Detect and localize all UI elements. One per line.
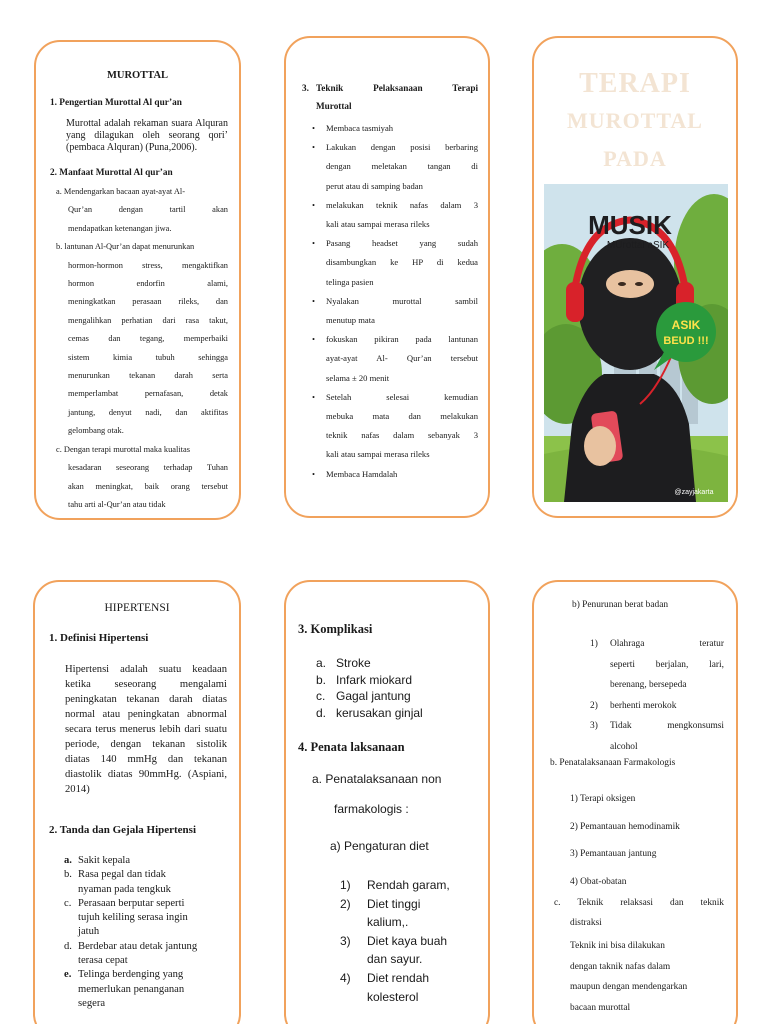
- manfaat-b-line: meningkatkan perasaan rileks, dan: [68, 297, 228, 307]
- teknik-bullet-item: [312, 330, 478, 388]
- teknik-bullet-line: melakukan teknik nafas dalam 3: [326, 199, 478, 210]
- gejala-list: [64, 854, 234, 1011]
- diet-item: [340, 932, 480, 969]
- panel-lanjutan: [532, 580, 738, 1024]
- gejala-label: b.: [64, 869, 72, 881]
- teknik-title-num: 3.: [302, 83, 309, 93]
- penurunan-bb-label: 1): [590, 639, 598, 649]
- farmakologis-item: 4) Obat-obatan: [570, 877, 627, 888]
- murottal-heading: MUROTTAL: [106, 70, 169, 81]
- hipertensi-s1-body: Hipertensi adalah suatu keadaan ketika seseorang mengalami peningkatan tekanan darah diatas normal atau peningkatan abnormal secara terus menerus lebih dari suatu periode, dengan tekanan sistolik diatas 140 mmHg dan tekanan diastolik diatas 90mmHg. (Aspiani, 2014): [65, 664, 227, 795]
- diet-label: 3): [340, 933, 351, 948]
- murottal-s2-title: 2. Manfaat Murottal Al qur’an: [50, 168, 173, 178]
- relaksasi-line: dengan taknik nafas dalam: [570, 961, 671, 972]
- penatalaksanaan-title: 4. Penata laksanaan: [298, 740, 405, 754]
- gejala-line: segera: [78, 997, 106, 1009]
- manfaat-b-line: mengalihkan perhatian dari rasa takut,: [68, 315, 228, 325]
- hipertensi-s1-title: 1. Definisi Hipertensi: [49, 632, 149, 644]
- panel-teknik: [284, 36, 490, 518]
- komplikasi-label: b.: [316, 672, 327, 687]
- gejala-label: e.: [64, 969, 72, 981]
- teknik-bullet-item: [312, 138, 478, 196]
- teknik-bullet-line: Pasang headset yang sudah: [326, 238, 478, 249]
- farmakologis-title: b. Penatalaksanaan Farmakologis: [550, 758, 676, 768]
- teknik-title-line2: Murottal: [316, 101, 352, 111]
- diet-item: [340, 895, 480, 932]
- gejala-item: [64, 940, 234, 969]
- gejala-label: a.: [64, 855, 72, 866]
- hipertensi-s2-title: 2. Tanda dan Gejala Hipertensi: [49, 824, 197, 836]
- bullet-dot-icon: •: [312, 295, 316, 306]
- penurunan-bb-title: b) Penurunan berat badan: [572, 600, 669, 610]
- teknik-bullet-line: Setelah selesai kemudian: [326, 391, 478, 402]
- bullet-dot-icon: •: [312, 391, 316, 402]
- gejala-line: nyaman pada tengkuk: [78, 883, 171, 895]
- teknik-bullet-line: ayat-ayat Al- Qur’an tersebut: [326, 353, 478, 364]
- manfaat-c-line: akan meningkat, baik orang tersebut: [68, 481, 228, 491]
- teknik-bullet-line: Membaca Hamdalah: [326, 468, 398, 479]
- manfaat-b-line: gelombang otak.: [68, 426, 124, 436]
- farmakologis-item: 1) Terapi oksigen: [570, 794, 636, 804]
- bullet-dot-icon: •: [312, 199, 316, 210]
- gejala-line: Berdebar atau detak jantung: [78, 940, 198, 952]
- gejala-label: d.: [64, 940, 72, 952]
- komplikasi-text: Stroke: [336, 656, 371, 670]
- bullet-dot-icon: •: [312, 238, 316, 249]
- manfaat-b-line: memperlambat pernafasan, detak: [68, 389, 228, 399]
- nonfarm-line1: a. Penatalaksanaan non: [312, 772, 442, 786]
- relaksasi-line: Teknik ini bisa dilakukan: [570, 941, 665, 951]
- teknik-bullet-line: Lakukan dengan posisi berbaring: [326, 142, 478, 153]
- penurunan-bb-line: seperti berjalan, lari,: [610, 659, 724, 670]
- farmakologis-list: [570, 786, 730, 897]
- manfaat-a-line: mendapatkan ketenangan jiwa.: [68, 223, 172, 233]
- manfaat-c-line: tahu arti al-Qur’an atau tidak: [68, 499, 166, 509]
- manfaat-b-line: b. lantunan Al-Qur’an dapat menurunkan: [56, 242, 195, 252]
- komplikasi-text: Gagal jantung: [336, 689, 411, 703]
- teknik-bullet-item: [312, 196, 478, 234]
- manfaat-b-line: hormon endorfin alami,: [68, 279, 228, 289]
- diet-label: 1): [340, 878, 351, 892]
- komplikasi-text: kerusakan ginjal: [336, 705, 423, 720]
- diet-line: Diet kaya buah: [367, 933, 448, 948]
- murottal-poster-image: [544, 184, 728, 502]
- komplikasi-list: [316, 655, 486, 721]
- gejala-line: Telinga berdenging yang: [78, 969, 184, 981]
- penurunan-bb-item: [590, 696, 724, 717]
- gejala-line: memerlukan penanganan: [78, 983, 185, 995]
- farmakologis-item: 2) Pemantauan hemodinamik: [570, 821, 680, 832]
- murottal-s1-body: Murottal adalah rekaman suara Alquran yang dilagukan oleh seorang qori’ (pembaca Alquran) (Puna,2006).: [66, 118, 228, 153]
- bullet-dot-icon: •: [312, 142, 316, 153]
- teknik-bullet-line: Nyalakan murottal sambil: [326, 295, 478, 306]
- bubble-text-line2: BEUD !!!: [663, 335, 709, 347]
- bullet-dot-icon: •: [312, 334, 316, 345]
- gejala-line: Rasa pegal dan tidak: [78, 869, 166, 881]
- penurunan-bb-item: [590, 716, 724, 757]
- diet-label: 2): [340, 896, 351, 911]
- komplikasi-label: a.: [316, 656, 327, 670]
- diet-label: 4): [340, 970, 351, 985]
- diet-line: kalium,.: [367, 915, 409, 930]
- komplikasi-text: Infark miokard: [336, 672, 413, 687]
- teknik-bullet-line: menutup mata: [326, 315, 375, 326]
- diet-item: [340, 969, 480, 1006]
- gejala-line: tujuh keliling serasa ingin: [78, 912, 188, 924]
- cover-title-line3: PADA: [603, 146, 667, 171]
- teknik-bullet-line: perut atau di samping badan: [326, 180, 423, 191]
- cover-title-line2: MUROTTAL: [567, 108, 703, 133]
- manfaat-a-line: a. Mendengarkan bacaan ayat-ayat Al-: [56, 187, 186, 196]
- penurunan-bb-line: berhenti merokok: [610, 700, 677, 711]
- gejala-line: jatuh: [78, 926, 100, 938]
- teknik-title-line1: Teknik Pelaksanaan Terapi: [316, 83, 478, 93]
- teknik-bullet-line: selama ± 20 menit: [326, 372, 390, 383]
- manfaat-b-line: hormon-hormon stress, mengaktifkan: [68, 260, 228, 270]
- teknik-list: [312, 119, 478, 484]
- komplikasi-item: [316, 705, 486, 722]
- teknik-bullet-line: teknik nafas dalam sebanyak 3: [326, 430, 478, 441]
- teknik-bullet-line: Membaca tasmiyah: [326, 123, 394, 133]
- penurunan-bb-item: [590, 634, 724, 696]
- cover-illustration: [544, 184, 728, 502]
- penurunan-bb-line: Olahraga teratur: [610, 639, 724, 649]
- diet-line: kolesterol: [367, 989, 419, 1004]
- teknik-bullet-line: mebuka mata dan melakukan: [326, 411, 478, 422]
- manfaat-b-line: jantung, denyut nadi, dan aktifitas: [68, 407, 228, 417]
- relaksasi-body: [570, 936, 730, 1018]
- panel-hipertensi: [33, 580, 241, 1024]
- teknik-bullet-line: fokuskan pikiran pada lantunan: [326, 334, 478, 345]
- teknik-bullet-line: disambungkan ke HP di kedua: [326, 257, 478, 268]
- manfaat-a-line: Qur’an dengan tartil akan: [68, 205, 228, 215]
- teknik-bullet-item: [312, 465, 478, 484]
- panel-murottal: [34, 40, 241, 520]
- gejala-line: Sakit kepala: [78, 855, 131, 866]
- bullet-dot-icon: •: [312, 123, 316, 133]
- manfaat-b-line: sistem kimia tubuh sehingga: [68, 352, 228, 362]
- teknik-bullet-line: dengan meletakan tangan di: [326, 161, 478, 172]
- poster-subtitle-text: MUrottal aSIK: [606, 240, 670, 251]
- gejala-label: c.: [64, 897, 72, 909]
- gejala-item: [64, 897, 234, 940]
- penurunan-bb-label: 3): [590, 721, 598, 731]
- relaksasi-line: bacaan murottal: [570, 1002, 631, 1013]
- teknik-bullet-line: kali atau sampai merasa rileks: [326, 449, 430, 460]
- diet-list: [340, 876, 480, 1006]
- manfaat-c-line: kesadaran seseorang terhadap Tuhan: [68, 463, 228, 473]
- komplikasi-label: c.: [316, 689, 326, 703]
- teknik-bullet-line: kali atau sampai merasa rileks: [326, 219, 430, 230]
- cover-title-line1: TERAPI: [579, 68, 691, 99]
- diet-line: Diet rendah: [367, 970, 430, 985]
- gejala-line: terasa cepat: [78, 955, 128, 967]
- diet-title: a) Pengaturan diet: [330, 839, 429, 853]
- poster-title-text: MUSIK: [588, 210, 672, 240]
- murottal-s1-title: 1. Pengertian Murottal Al qur’an: [50, 98, 182, 108]
- relaksasi-line: maupun dengan mendengarkan: [570, 982, 688, 992]
- manfaat-b-line: menurunkan tekanan darah serta: [68, 371, 228, 381]
- gejala-line: Perasaan berputar seperti: [78, 897, 185, 909]
- gejala-item: [64, 854, 234, 868]
- manfaat-c-line: c. Dengan terapi murottal maka kualitas: [56, 444, 190, 454]
- penurunan-bb-line: berenang, bersepeda: [610, 680, 687, 690]
- komplikasi-item: [316, 672, 486, 689]
- gejala-item: [64, 968, 234, 1011]
- farmakologis-item: 3) Pemantauan jantung: [570, 849, 657, 860]
- penurunan-bb-line: alcohol: [610, 741, 638, 752]
- gejala-item: [64, 868, 234, 897]
- teknik-bullet-item: [312, 234, 478, 292]
- komplikasi-item: [316, 655, 486, 672]
- penurunan-bb-line: Tidak mengkonsumsi: [610, 721, 724, 731]
- diet-item: [340, 876, 480, 895]
- teknik-bullet-item: [312, 119, 478, 138]
- penurunan-bb-label: 2): [590, 700, 598, 711]
- manfaat-b-line: cemas dan tegang, memperbaiki: [68, 334, 228, 344]
- komplikasi-item: [316, 688, 486, 705]
- hipertensi-heading: HIPERTENSI: [104, 602, 170, 614]
- komplikasi-title: 3. Komplikasi: [298, 622, 373, 636]
- penurunan-bb-list: [590, 634, 724, 757]
- komplikasi-label: d.: [316, 705, 327, 720]
- diet-line: dan sayur.: [367, 952, 423, 967]
- manfaat-list: [56, 183, 228, 514]
- relaksasi-title-line2: distraksi: [570, 918, 602, 928]
- bubble-text-line1: ASIK: [671, 318, 701, 332]
- relaksasi-title-line1: c. Teknik relaksasi dan teknik: [554, 898, 724, 908]
- bullet-dot-icon: •: [312, 468, 316, 479]
- diet-line: Diet tinggi: [367, 896, 421, 911]
- nonfarm-line2: farmakologis :: [334, 802, 409, 816]
- diet-line: Rendah garam,: [367, 878, 450, 892]
- poster-watermark: @zayjakarta: [674, 489, 714, 496]
- panel-cover: [532, 36, 738, 518]
- teknik-bullet-line: telinga pasien: [326, 276, 374, 287]
- teknik-bullet-item: [312, 388, 478, 465]
- teknik-bullet-item: [312, 292, 478, 330]
- panel-komplikasi: [284, 580, 490, 1024]
